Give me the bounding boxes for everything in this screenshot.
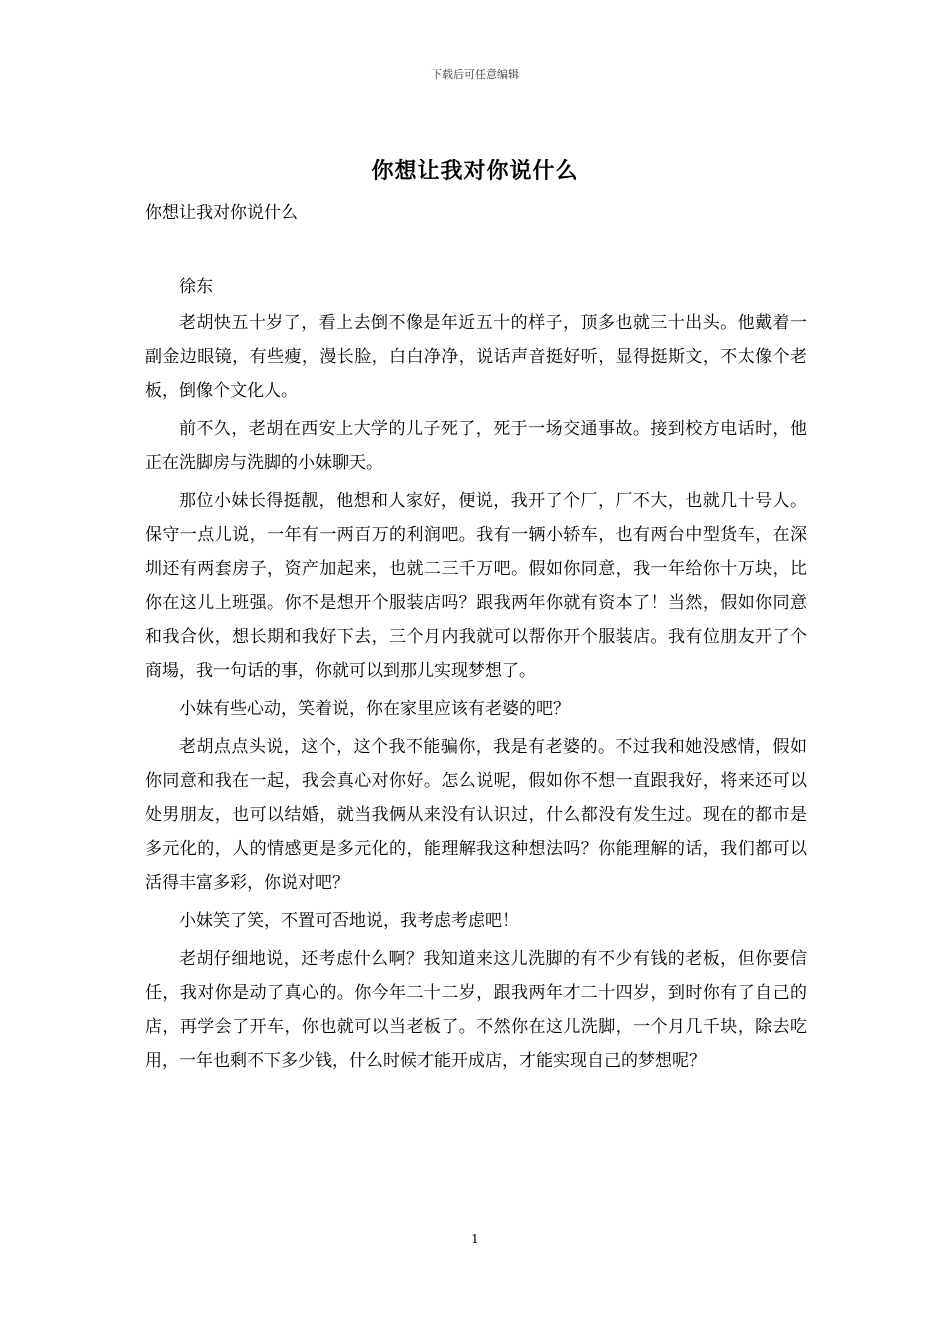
paragraph: 老胡仔细地说，还考虑什么啊？我知道来这儿洗脚的有不少有钱的老板，但你要信任，我对你是动了真心的。你今年二十二岁，跟我两年才二十四岁，到时你有了自己的店，再学会了开车，你也就可以当老板了。不然你在这儿洗脚，一个月几千块，除去吃用，一年也剩不下多少钱，什么时候才能开成店，才能实现自己的梦想呢？	[145, 949, 807, 1071]
author-line: 徐东	[179, 277, 213, 297]
page-number: 1	[471, 1232, 479, 1246]
paragraph: 小妹笑了笑，不置可否地说，我考虑考虑吧！	[179, 911, 519, 931]
document-subtitle: 你想让我对你说什么	[145, 203, 298, 223]
header-note: 下载后可任意编辑	[431, 68, 519, 81]
paragraph: 前不久，老胡在西安上大学的儿子死了，死于一场交通事故。接到校方电话时，他正在洗脚房与洗脚的小妹聊天。	[145, 419, 807, 473]
paragraph: 小妹有些心动，笑着说，你在家里应该有老婆的吧？	[179, 699, 570, 719]
paragraph: 老胡点点头说，这个，这个我不能骗你，我是有老婆的。不过我和她没感情，假如你同意和我在一起，我会真心对你好。怎么说呢，假如你不想一直跟我好，将来还可以处男朋友，也可以结婚，就当我俩从来没有认识过，什么都没有发生过。现在的都市是多元化的，人的情感更是多元化的，能理解我这种想法吗？你能理解的话，我们都可以活得丰富多彩，你说对吧？	[145, 737, 807, 893]
paragraph: 老胡快五十岁了，看上去倒不像是年近五十的样子，顶多也就三十出头。他戴着一副金边眼镜，有些瘦，漫长脸，白白净净，说话声音挺好听，显得挺斯文，不太像个老板，倒像个文化人。	[145, 313, 807, 401]
document-body	[145, 270, 807, 1082]
paragraph: 那位小妹长得挺靓，他想和人家好，便说，我开了个厂，厂不大，也就几十号人。保守一点儿说，一年有一两百万的利润吧。我有一辆小轿车，也有两台中型货车，在深圳还有两套房子，资产加起来，也就二三千万吧。假如你同意，我一年给你十万块，比你在这儿上班强。你不是想开个服装店吗？跟我两年你就有资本了！当然，假如你同意和我合伙，想长期和我好下去，三个月内我就可以帮你开个服装店。我有位朋友开了个商場，我一句话的事，你就可以到那儿实现梦想了。	[145, 491, 807, 681]
document-title: 你想让我对你说什么	[371, 158, 579, 184]
